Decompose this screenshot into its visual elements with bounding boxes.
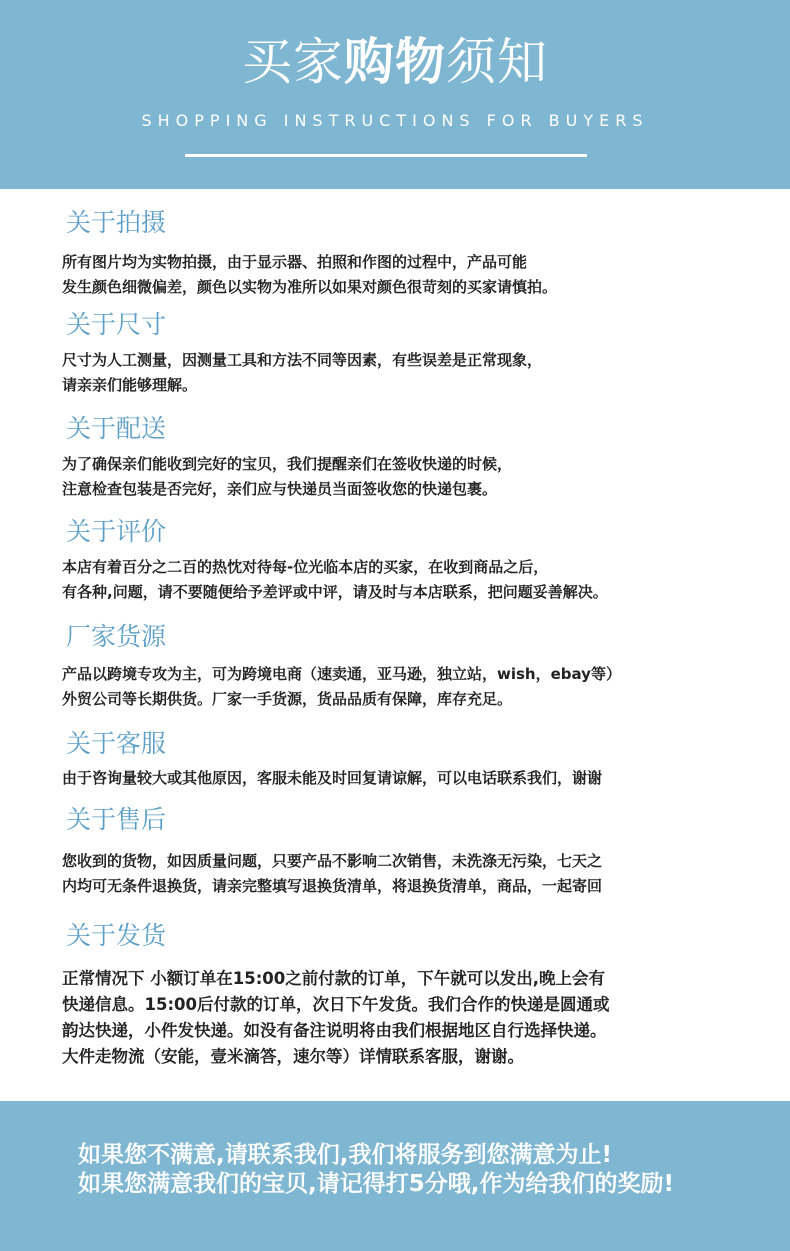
- section-body-size: [62, 348, 542, 398]
- section-line: 注意检查包装是否完好，亲们应与快递员当面签收您的快递包裹。: [62, 480, 498, 498]
- section-line: 本店有着百分之二百的热忱对待每-位光临本店的买家，在收到商品之后，: [62, 558, 549, 576]
- section-line: 内均可无条件退换货，请亲完整填写退换货清单，将退换货清单，商品，一起寄回: [62, 877, 603, 895]
- section-line: 韵达快递，小件发快递。如没有备注说明将由我们根据地区自行选择快递。: [62, 1021, 607, 1040]
- section-line: 请亲亲们能够理解。: [62, 376, 198, 394]
- section-body-delivery: [62, 452, 512, 502]
- section-body-source: [62, 662, 621, 712]
- section-line: 产品以跨境专攻为主，可为跨境电商（速卖通，亚马逊，独立站，wish，ebay等）: [62, 665, 621, 683]
- footer-line-2: 如果您满意我们的宝贝,请记得打5分哦,作为给我们的奖励!: [78, 1171, 674, 1197]
- section-title-service: 关于客服: [66, 729, 167, 758]
- section-title-aftersales: 关于售后: [66, 805, 167, 834]
- section-line: 所有图片均为实物拍摄，由于显示器、拍照和作图的过程中，产品可能: [62, 253, 528, 271]
- section-body-shipping: [62, 966, 610, 1070]
- page-title: [0, 30, 790, 94]
- footer-line-1: 如果您不满意,请联系我们,我们将服务到您满意为止!: [78, 1142, 612, 1168]
- header-banner: [0, 0, 790, 189]
- page-subtitle: SHOPPING INSTRUCTIONS FOR BUYERS: [141, 111, 649, 130]
- section-title-photography: 关于拍摄: [66, 208, 167, 237]
- section-line: 为了确保亲们能收到完好的宝贝，我们提醒亲们在签收快递的时候，: [62, 455, 513, 473]
- section-line: 由于咨询量较大或其他原因，客服未能及时回复请谅解，可以电话联系我们，谢谢: [62, 769, 603, 787]
- section-body-photography: [62, 250, 557, 300]
- title-part-1: 买家: [242, 33, 344, 91]
- title-part-2: 须知: [446, 33, 548, 91]
- section-title-size: 关于尺寸: [66, 310, 167, 339]
- section-line: 正常情况下 小额订单在15:00之前付款的订单，下午就可以发出,晚上会有: [62, 969, 606, 988]
- title-part-bold: 购物: [344, 33, 446, 91]
- section-body-aftersales: [62, 849, 602, 899]
- section-line: 发生颜色细微偏差，颜色以实物为准所以如果对颜色很苛刻的买家请慎拍。: [62, 278, 558, 296]
- section-title-delivery: 关于配送: [66, 414, 167, 443]
- section-body-service: [62, 766, 602, 791]
- section-title-review: 关于评价: [66, 517, 167, 546]
- section-title-source: 厂家货源: [66, 622, 167, 651]
- section-line: 您收到的货物，如因质量问题，只要产品不影响二次销售，未洗涤无污染，七天之: [62, 852, 603, 870]
- header-divider: [185, 154, 587, 157]
- section-line: 尺寸为人工测量，因测量工具和方法不同等因素，有些误差是正常现象，: [62, 351, 543, 369]
- section-line: 大件走物流（安能，壹米滴答，速尔等）详情联系客服，谢谢。: [62, 1047, 524, 1066]
- section-line: 有各种,问题，请不要随便给予差评或中评，请及时与本店联系，把问题妥善解决。: [62, 583, 608, 601]
- footer-banner: [0, 1101, 790, 1251]
- section-line: 外贸公司等长期供货。厂家一手货源，货品品质有保障，库存充足。: [62, 690, 513, 708]
- section-title-shipping: 关于发货: [66, 921, 167, 950]
- section-line: 快递信息。15:00后付款的订单，次日下午发货。我们合作的快递是圆通或: [62, 995, 610, 1014]
- section-body-review: [62, 555, 608, 605]
